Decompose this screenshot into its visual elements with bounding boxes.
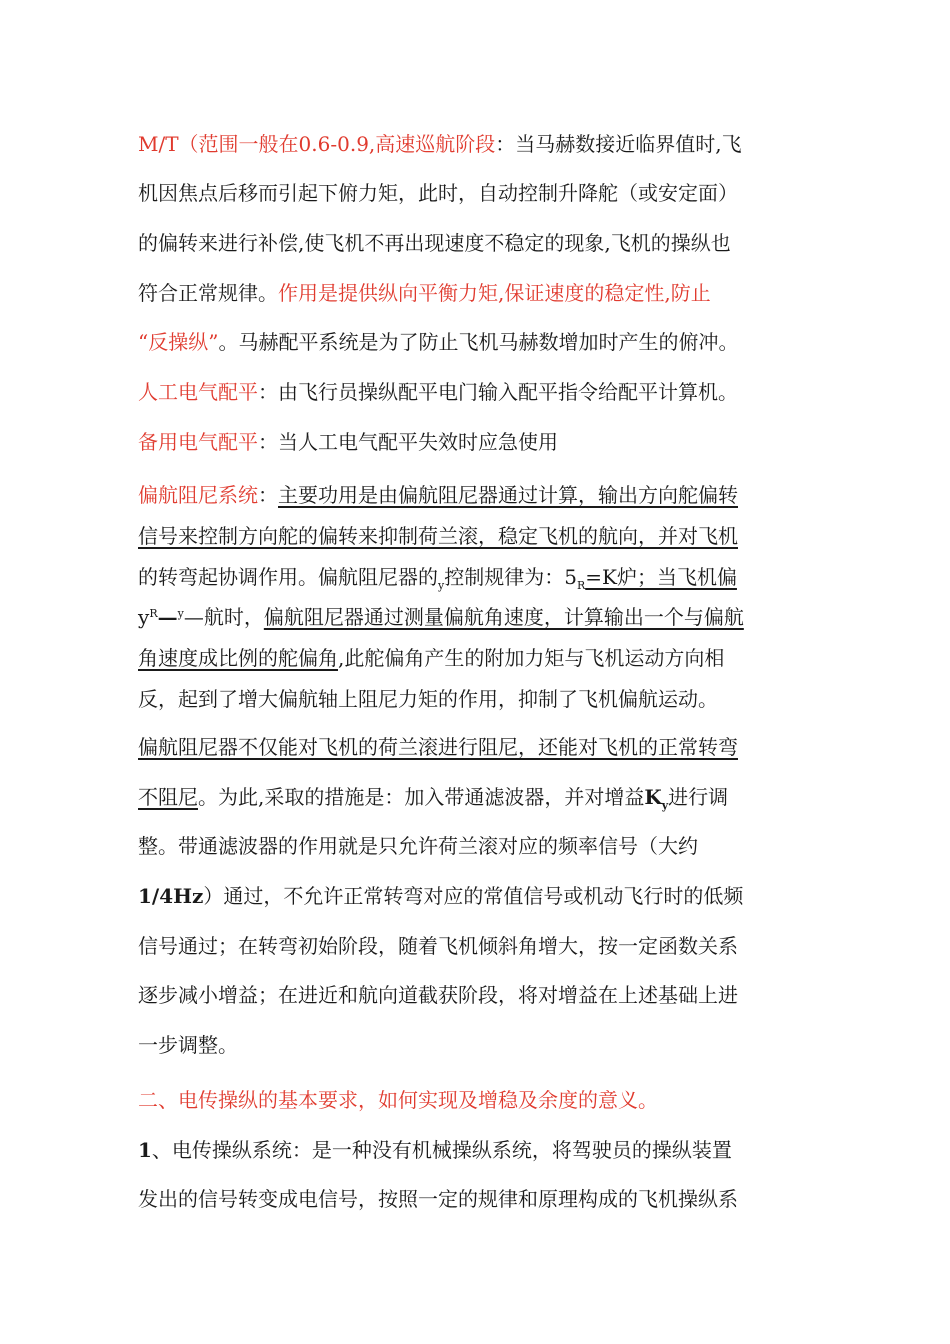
section-2-line-1: 1、电传操纵系统：是一种没有机械操纵系统，将驾驶员的操纵装置 (138, 1138, 732, 1162)
manual-trim-label: 人工电气配平 (138, 380, 258, 404)
yaw-damper-line-5: 角速度成比例的舵偏角,此舵偏角产生的附加力矩与飞机运动方向相 (138, 646, 725, 670)
yaw-damper-line-3: 的转弯起协调作用。偏航阻尼器的$_y$控制规律为：$5_R=K$炉；当飞机偏 (138, 565, 737, 592)
manual-trim-line: 人工电气配平：由飞行员操纵配平电门输入配平指令给配平计算机。 (138, 380, 738, 404)
backup-trim-line: 备用电气配平：当人工电气配平失效时应急使用 (138, 430, 558, 454)
section-2-heading: 二、电传操纵的基本要求，如何实现及增稳及余度的意义。 (138, 1088, 658, 1112)
yaw-damper-line-4: $y^R—^y—$航时，偏航阻尼器通过测量偏航角速度，计算输出一个与偏航 (138, 605, 744, 629)
yaw-damper-line-9: 整。带通滤波器的作用就是只允许荷兰滚对应的频率信号（大约 (138, 834, 698, 858)
yaw-damper-line-11: 信号通过；在转弯初始阶段，随着飞机倾斜角增大，按一定函数关系 (138, 934, 738, 958)
yaw-damper-line-2: 信号来控制方向舵的偏转来抑制荷兰滚，稳定飞机的航向，并对飞机 (138, 524, 738, 548)
yaw-damper-line-10: 1/4Hz）通过，不允许正常转弯对应的常值信号或机动飞行时的低频 (138, 884, 744, 908)
backup-trim-label: 备用电气配平 (138, 430, 258, 454)
mach-trim-line-4: 符合正常规律。作用是提供纵向平衡力矩,保证速度的稳定性,防止 (138, 281, 711, 305)
mach-trim-line-1: M/T（范围一般在0.6-0.9,高速巡航阶段：当马赫数接近临界值时,飞 (138, 132, 742, 156)
mach-trim-line-5: “反操纵”。马赫配平系统是为了防止飞机马赫数增加时产生的俯冲。 (138, 330, 739, 354)
yaw-damper-line-1: 偏航阻尼系统：主要功用是由偏航阻尼器通过计算，输出方向舵偏转 (138, 483, 738, 507)
mach-trim-purpose: 作用是提供纵向平衡力矩,保证速度的稳定性,防止 (278, 281, 711, 305)
yaw-damper-line-6: 反，起到了增大偏航轴上阻尼力矩的作用，抑制了飞机偏航运动。 (138, 687, 718, 711)
mach-trim-heading: M/T（范围一般在0.6-0.9,高速巡航阶段 (138, 132, 496, 156)
control-law-formula: =K炉；当飞机偏 (585, 565, 737, 589)
yaw-damper-label: 偏航阻尼系统 (138, 483, 258, 507)
section-2-line-2: 发出的信号转变成电信号，按照一定的规律和原理构成的飞机操纵系 (138, 1187, 738, 1211)
yaw-damper-line-13: 一步调整。 (138, 1033, 238, 1057)
yaw-damper-line-8: 不阻尼。为此,采取的措施是：加入带通滤波器，并对增益$K_y$进行调 (138, 785, 729, 812)
mach-trim-line-2: 机因焦点后移而引起下俯力矩，此时，自动控制升降舵（或安定面） (138, 181, 738, 205)
mach-trim-line-3: 的偏转来进行补偿,使飞机不再出现速度不稳定的现象,飞机的操纵也 (138, 231, 731, 255)
yaw-damper-line-12: 逐步减小增益；在进近和航向道截获阶段，将对增益在上述基础上进 (138, 983, 738, 1007)
yaw-damper-line-7: 偏航阻尼器不仅能对飞机的荷兰滚进行阻尼，还能对飞机的正常转弯 (138, 735, 738, 759)
